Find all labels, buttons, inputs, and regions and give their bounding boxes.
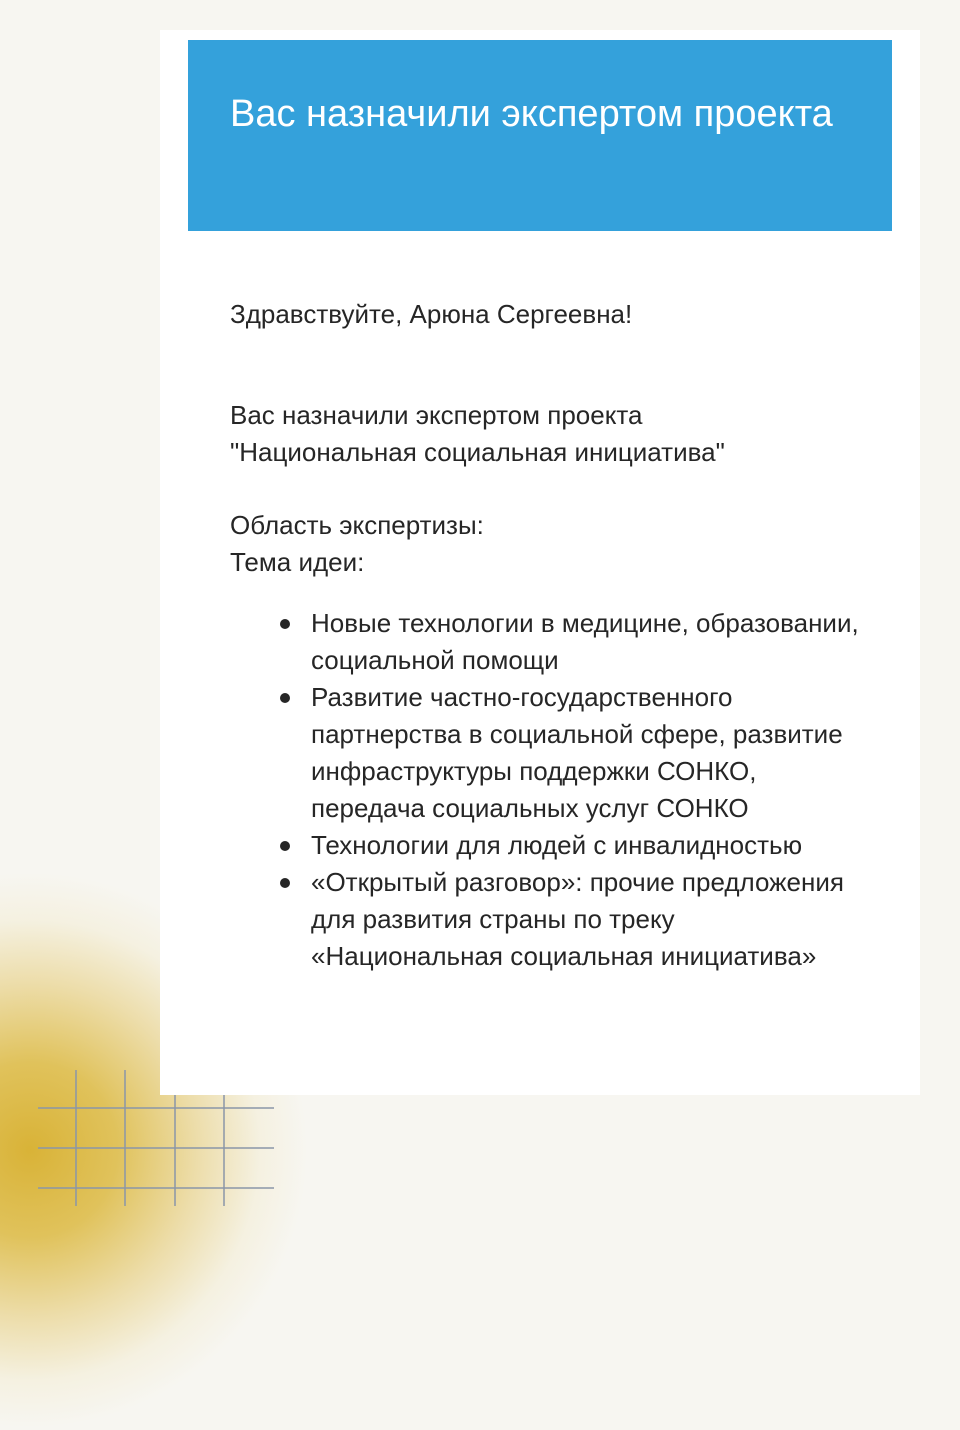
email-card [160,30,920,1095]
expertise-label: Область экспертизы: [230,510,484,540]
topic-item [311,605,870,679]
email-body [230,296,870,975]
project-name: "Национальная социальная инициатива" [230,437,725,467]
topic-text: Развитие частно-государственного партнерства в социальной сфере, развитие инфраструктуры поддержки СОНКО, передача социальных услуг СОНКО [311,682,843,823]
topic-item [311,679,870,827]
topic-text: Технологии для людей с инвалидностью [311,830,803,860]
header-title: Вас назначили экспертом проекта [230,93,833,135]
assignment-text: Вас назначили экспертом проекта [230,400,643,430]
topic-text: «Открытый разговор»: прочие предложения для развития страны по треку «Национальная социальная инициатива» [311,867,844,971]
topic-item [311,864,870,975]
bullet-icon [280,841,290,851]
bullet-icon [280,878,290,888]
greeting-text: Здравствуйте, Арюна Сергеевна! [230,299,633,329]
bullet-icon [280,693,290,703]
bullet-icon [280,619,290,629]
topic-label: Тема идеи: [230,547,365,577]
header-banner [188,40,892,231]
topic-text: Новые технологии в медицине, образовании, социальной помощи [311,608,859,675]
assignment-block [230,397,870,471]
topic-list [230,605,870,975]
topic-item [311,827,870,864]
